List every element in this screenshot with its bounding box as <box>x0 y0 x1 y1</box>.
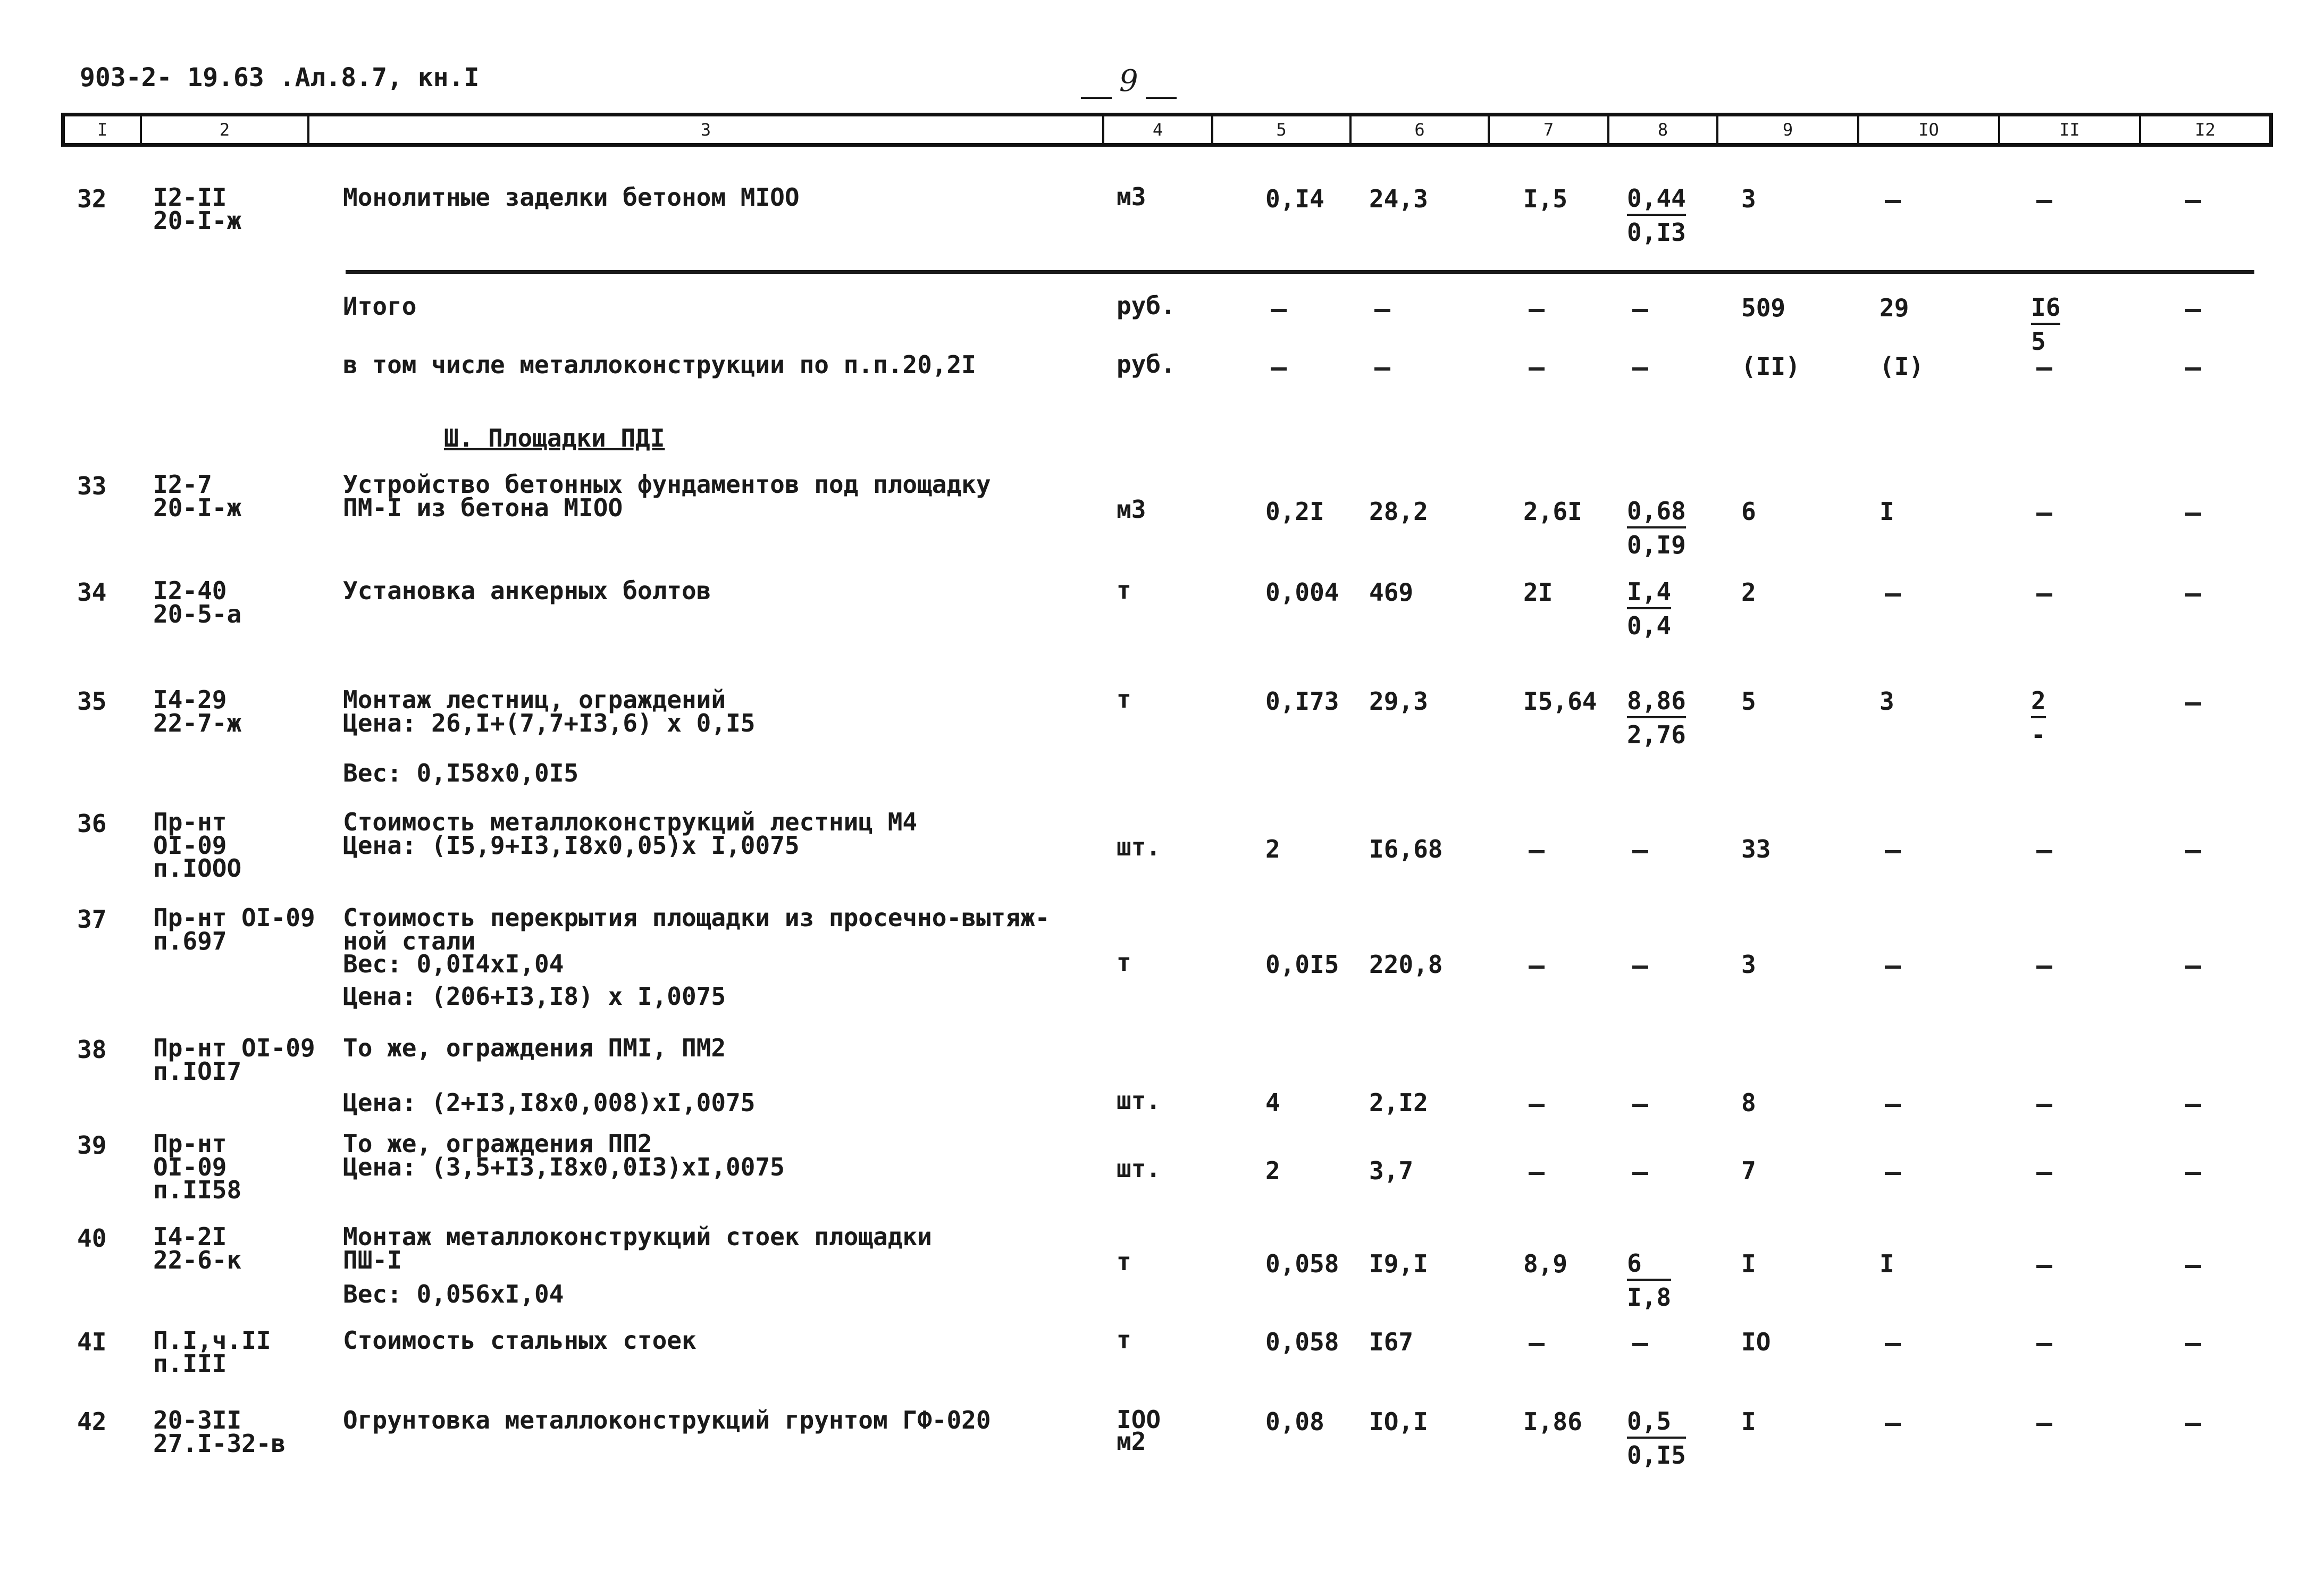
work-description: Монтаж лестниц, ограждений Цена: 26,I+(7,7+I3,6) x 0,I5 <box>343 685 756 737</box>
row-number: 33 <box>77 472 107 500</box>
col6-value: 2,I2 <box>1369 1088 1428 1117</box>
work-description-note: Цена: (2+I3,I8x0,008)xI,0075 <box>343 1088 756 1117</box>
col5-value: 4 <box>1265 1088 1280 1117</box>
col7-value: I5,64 <box>1523 687 1597 716</box>
col10-value-dash <box>1885 850 1901 853</box>
row-number: 4I <box>77 1328 107 1356</box>
unit: т <box>1117 948 1131 977</box>
row-number: 32 <box>77 184 107 213</box>
col5-value-dash <box>1271 309 1287 312</box>
col10-value-dash <box>1885 1172 1901 1175</box>
col5-value: 0,2I <box>1265 497 1324 526</box>
column-number-1: I <box>65 116 142 143</box>
section-divider <box>346 270 2254 274</box>
col9-value: IO <box>1741 1328 1771 1356</box>
col10-value-dash <box>1885 1104 1901 1107</box>
col10-value-dash <box>1885 200 1901 203</box>
col12-value-dash <box>2185 965 2201 969</box>
col11-value-dash <box>2036 1104 2052 1107</box>
col11-fraction-denominator: - <box>2031 720 2046 749</box>
unit: руб. <box>1117 291 1176 320</box>
work-description-note: Вес: 0,056xI,04 <box>343 1280 564 1308</box>
work-description: Итого <box>343 292 417 321</box>
unit: IOO м2 <box>1117 1405 1161 1456</box>
col8-fraction-denominator: 0,I3 <box>1627 218 1686 247</box>
col6-value: 29,3 <box>1369 687 1428 716</box>
rate-code: Пр-нт OI-09 п.697 <box>153 903 315 955</box>
col5-value: 0,058 <box>1265 1328 1339 1356</box>
col12-value-dash <box>2185 309 2201 312</box>
rate-code: Пр-нт OI-09 п.II58 <box>153 1129 242 1205</box>
col8-fraction-denominator: 2,76 <box>1627 720 1686 749</box>
col5-value: 0,0I5 <box>1265 950 1339 979</box>
col11-value-dash <box>2036 513 2052 516</box>
section-title: Ш. Площадки ПДI <box>444 424 665 452</box>
rate-code: I4-29 22-7-ж <box>153 685 242 737</box>
col8-fraction-numerator: 0,68 <box>1627 499 1686 528</box>
rate-code: 20-3II 27.I-32-в <box>153 1406 286 1458</box>
col8-value-dash <box>1632 309 1648 312</box>
rate-code: Пр-нт OI-09 п.IOOO <box>153 808 242 883</box>
col8-fraction-numerator: 0,5 <box>1627 1409 1686 1439</box>
col8-value-dash <box>1632 965 1648 969</box>
column-number-2: 2 <box>142 116 309 143</box>
col7-value-dash <box>1529 1104 1545 1107</box>
col11-value-dash <box>2036 593 2052 597</box>
col8-fraction-denominator: 0,I9 <box>1627 531 1686 559</box>
col10-value: I <box>1880 497 1894 526</box>
col12-value-dash <box>2185 200 2201 203</box>
col5-value: 2 <box>1265 835 1280 863</box>
rate-code: П.I,ч.II п.III <box>153 1326 271 1378</box>
col11-value-dash <box>2036 200 2052 203</box>
column-number-3: 3 <box>309 116 1104 143</box>
col8-value-dash <box>1632 1343 1648 1346</box>
work-description: Стоимость металлоконструкций лестниц М4 Цена: (I5,9+I3,I8x0,05)x I,0075 <box>343 808 918 860</box>
unit: шт. <box>1117 1154 1161 1183</box>
col7-value-dash <box>1529 367 1545 371</box>
col11-value-dash <box>2036 850 2052 853</box>
unit: м3 <box>1117 495 1146 524</box>
col12-value-dash <box>2185 513 2201 516</box>
col7-value: 2,6I <box>1523 497 1582 526</box>
column-number-11: II <box>2000 116 2141 143</box>
work-description: Установка анкерных болтов <box>343 576 711 605</box>
col10-value: (I) <box>1880 352 1924 381</box>
col7-value: I,86 <box>1523 1407 1582 1436</box>
col11-value-dash <box>2036 1265 2052 1268</box>
col6-value: I67 <box>1369 1328 1414 1356</box>
work-description-note: Цена: (206+I3,I8) x I,0075 <box>343 982 726 1011</box>
rate-code: I2-7 20-I-ж <box>153 470 242 522</box>
col12-value-dash <box>2185 702 2201 706</box>
col8-value-dash <box>1632 1104 1648 1107</box>
col11-fraction-numerator: 2 <box>2031 689 2046 718</box>
rate-code: I2-II 20-I-ж <box>153 183 242 235</box>
column-number-4: 4 <box>1104 116 1213 143</box>
rate-code: I2-40 20-5-а <box>153 576 242 628</box>
row-number: 37 <box>77 905 107 934</box>
col10-value-dash <box>1885 1423 1901 1426</box>
col9-value: 3 <box>1741 950 1756 979</box>
col12-value-dash <box>2185 593 2201 597</box>
work-description: Монолитные заделки бетоном МIOO <box>343 183 800 212</box>
col7-value: 2I <box>1523 578 1553 607</box>
col8-value-dash <box>1632 367 1648 371</box>
column-number-7: 7 <box>1490 116 1609 143</box>
column-number-8: 8 <box>1609 116 1718 143</box>
col8-fraction-numerator: 6 <box>1627 1251 1671 1281</box>
column-number-row <box>61 113 2273 147</box>
work-description: Огрунтовка металлоконструкций грунтом ГФ-020 <box>343 1406 991 1434</box>
col6-value-dash <box>1374 367 1390 371</box>
work-description-note: Вес: 0,I58x0,0I5 <box>343 759 579 787</box>
row-number: 36 <box>77 809 107 838</box>
col8-fraction-numerator: I,4 <box>1627 580 1671 609</box>
col8-fraction <box>1627 186 1686 245</box>
col8-fraction-numerator: 8,86 <box>1627 689 1686 718</box>
rate-code: Пр-нт OI-09 п.IOI7 <box>153 1034 315 1086</box>
col11-fraction-numerator: I6 <box>2031 295 2060 325</box>
col7-value-dash <box>1529 309 1545 312</box>
col9-value: 7 <box>1741 1156 1756 1185</box>
unit: шт. <box>1117 833 1161 861</box>
unit: т <box>1117 1325 1131 1354</box>
col5-value: 2 <box>1265 1156 1280 1185</box>
col11-value-dash <box>2036 1172 2052 1175</box>
col6-value: I6,68 <box>1369 835 1443 863</box>
col12-value-dash <box>2185 1172 2201 1175</box>
col11-value-dash <box>2036 367 2052 371</box>
col7-value: I,5 <box>1523 184 1568 213</box>
col8-value-dash <box>1632 850 1648 853</box>
col8-value-dash <box>1632 1172 1648 1175</box>
col5-value-dash <box>1271 367 1287 371</box>
col10-value-dash <box>1885 593 1901 597</box>
column-number-9: 9 <box>1718 116 1859 143</box>
work-description: То же, ограждения ПП2 Цена: (3,5+I3,I8x0,0I3)xI,0075 <box>343 1129 785 1181</box>
page-number: 9 <box>1119 64 1138 98</box>
col9-value: 5 <box>1741 687 1756 716</box>
col12-value-dash <box>2185 1104 2201 1107</box>
col8-fraction <box>1627 1407 1686 1470</box>
col12-value-dash <box>2185 367 2201 371</box>
col6-value: 3,7 <box>1369 1156 1414 1185</box>
col8-fraction-denominator: 0,4 <box>1627 611 1672 640</box>
unit: т <box>1117 576 1131 605</box>
col6-value: 24,3 <box>1369 184 1428 213</box>
col6-value: 469 <box>1369 578 1414 607</box>
col5-value: 0,058 <box>1265 1249 1339 1278</box>
col11-fraction <box>2031 686 2046 749</box>
col10-value-dash <box>1885 1343 1901 1346</box>
col6-value: 28,2 <box>1369 497 1428 526</box>
col9-value: 509 <box>1741 293 1786 322</box>
col10-value: 29 <box>1880 293 1909 322</box>
unit: т <box>1117 685 1131 713</box>
work-description: То же, ограждения ПМI, ПМ2 <box>343 1034 726 1062</box>
col9-value: (II) <box>1741 352 1800 381</box>
work-description: Монтаж металлоконструкций стоек площадки ПШ-I <box>343 1222 932 1274</box>
column-number-10: IO <box>1859 116 2000 143</box>
col9-value: 33 <box>1741 835 1771 863</box>
col11-fraction <box>2031 295 2060 354</box>
rate-code: I4-2I 22-6-к <box>153 1222 242 1274</box>
col5-value: 0,08 <box>1265 1407 1324 1436</box>
unit: шт. <box>1117 1086 1161 1115</box>
col8-fraction-denominator: 0,I5 <box>1627 1441 1686 1470</box>
work-description: Устройство бетонных фундаментов под площадку ПМ-I из бетона МIOO <box>343 470 991 522</box>
row-number: 38 <box>77 1035 107 1064</box>
col9-value: 2 <box>1741 578 1756 607</box>
col6-value: I9,I <box>1369 1249 1428 1278</box>
col8-fraction <box>1627 499 1686 557</box>
row-number: 34 <box>77 578 107 607</box>
col6-value: IO,I <box>1369 1407 1428 1436</box>
col8-fraction <box>1627 577 1672 640</box>
document-code: 903-2- 19.63 .Ал.8.7, кн.I <box>80 63 480 93</box>
work-description: Стоимость стальных стоек <box>343 1326 697 1355</box>
col8-fraction-denominator: I,8 <box>1627 1283 1672 1312</box>
unit: т <box>1117 1247 1131 1276</box>
row-number: 39 <box>77 1131 107 1160</box>
work-description: в том числе металлоконструкции по п.п.20,2I <box>343 350 976 379</box>
col7-value-dash <box>1529 1343 1545 1346</box>
col9-value: I <box>1741 1407 1756 1436</box>
col9-value: 3 <box>1741 184 1756 213</box>
col10-value-dash <box>1885 965 1901 969</box>
col7-value-dash <box>1529 850 1545 853</box>
row-number: 35 <box>77 687 107 716</box>
col7-value-dash <box>1529 965 1545 969</box>
col7-value-dash <box>1529 1172 1545 1175</box>
col11-fraction-denominator: 5 <box>2031 327 2046 356</box>
row-number: 40 <box>77 1224 107 1253</box>
col10-value: I <box>1880 1249 1894 1278</box>
col8-fraction <box>1627 1249 1672 1312</box>
col7-value: 8,9 <box>1523 1249 1568 1278</box>
col11-value-dash <box>2036 1423 2052 1426</box>
col12-value-dash <box>2185 850 2201 853</box>
col9-value: 8 <box>1741 1088 1756 1117</box>
col6-value: 220,8 <box>1369 950 1443 979</box>
col5-value: 0,I73 <box>1265 687 1339 716</box>
col6-value-dash <box>1374 309 1390 312</box>
work-description: Стоимость перекрытия площадки из просечно-вытяж- ной стали Вес: 0,0I4xI,04 <box>343 903 1050 979</box>
col12-value-dash <box>2185 1343 2201 1346</box>
col5-value: 0,I4 <box>1265 184 1324 213</box>
unit: м3 <box>1117 182 1146 211</box>
col8-fraction <box>1627 686 1686 749</box>
col11-value-dash <box>2036 965 2052 969</box>
row-number: 42 <box>77 1407 107 1436</box>
col12-value-dash <box>2185 1265 2201 1268</box>
col11-value-dash <box>2036 1343 2052 1346</box>
column-number-6: 6 <box>1352 116 1490 143</box>
column-number-5: 5 <box>1213 116 1352 143</box>
unit: руб. <box>1117 350 1176 379</box>
col8-fraction-numerator: 0,44 <box>1627 186 1686 216</box>
col5-value: 0,004 <box>1265 578 1339 607</box>
col9-value: I <box>1741 1249 1756 1278</box>
col10-value: 3 <box>1880 687 1894 716</box>
column-number-12: I2 <box>2195 120 2216 140</box>
col12-value-dash <box>2185 1423 2201 1426</box>
col9-value: 6 <box>1741 497 1756 526</box>
